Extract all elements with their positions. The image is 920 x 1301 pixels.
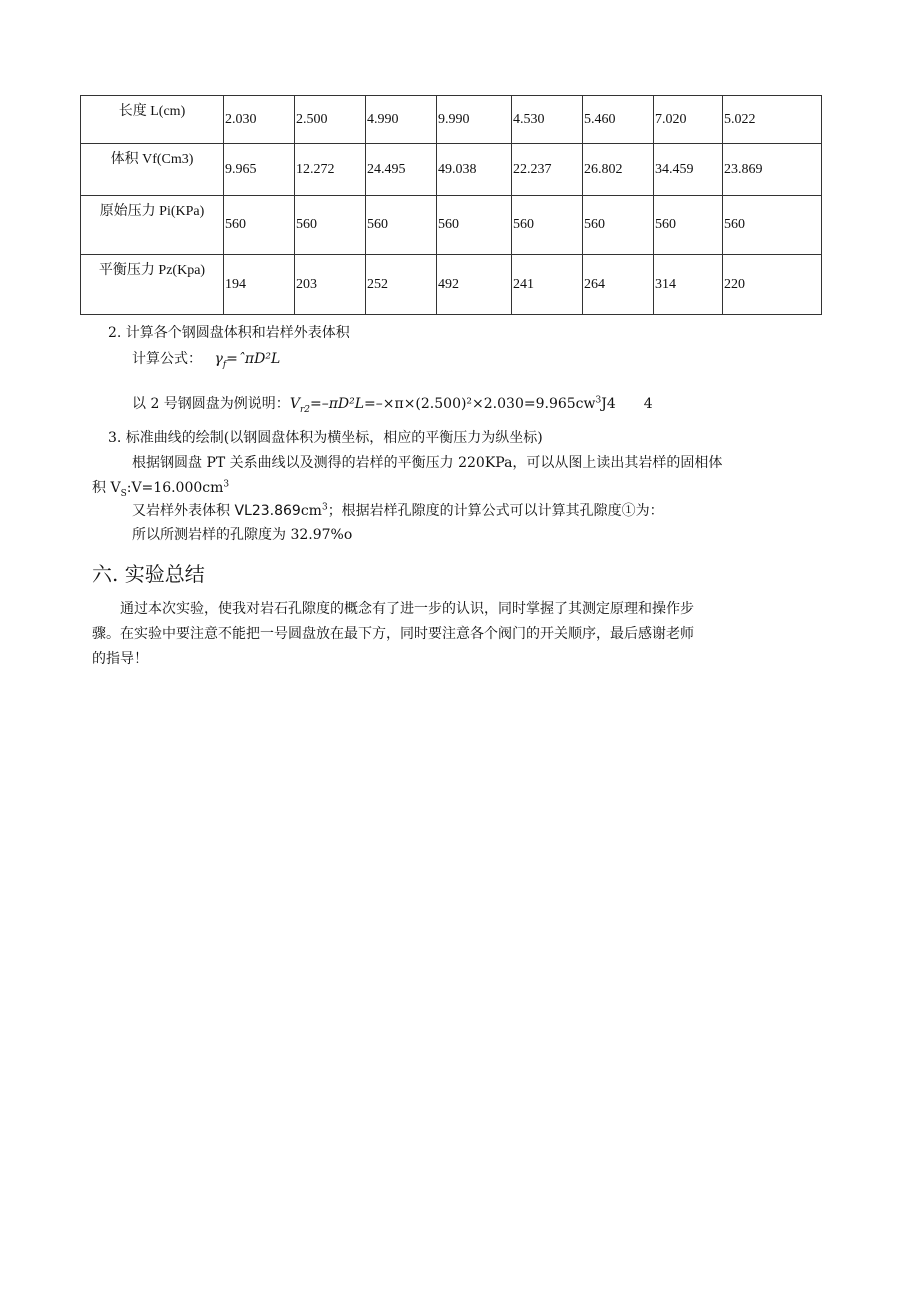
- formula-variable: γ: [214, 351, 223, 367]
- table-cell: [583, 144, 654, 196]
- cell-value: 560: [225, 217, 246, 232]
- cell-value: 241: [513, 277, 534, 292]
- cell-value: 560: [438, 217, 459, 232]
- cell-value: 2.500: [296, 112, 328, 127]
- cell-value: 49.038: [438, 162, 477, 177]
- cell-value: 264: [584, 277, 605, 292]
- bulk-volume-label: 又岩样外表体积: [132, 503, 235, 519]
- table-cell: [583, 255, 654, 315]
- cell-value: 12.272: [296, 162, 335, 177]
- cell-value: 560: [367, 217, 388, 232]
- cell-value: 314: [655, 277, 676, 292]
- row-label: 平衡压力 Pz(Kpa): [81, 255, 224, 315]
- bulk-volume-superscript: 3: [321, 502, 328, 513]
- measurement-table: [80, 95, 822, 315]
- cell-value: 22.237: [513, 162, 552, 177]
- example-superscript: 3: [595, 395, 602, 406]
- bulk-volume-value: VL23.869: [234, 503, 301, 519]
- summary-line1: 通过本次实验，使我对岩石孔隙度的概念有了进一步的认识，同时掌握了其测定原理和操作步: [120, 601, 694, 617]
- cell-value: 560: [296, 217, 317, 232]
- row-label: 长度 L(cm): [81, 96, 224, 144]
- table-cell: [366, 96, 437, 144]
- table-cell: [512, 255, 583, 315]
- porosity-formula-text: ；根据岩样孔隙度的计算公式可以计算其孔隙度①为：: [327, 503, 664, 519]
- step3-line2: [92, 477, 229, 497]
- cell-value: 4.990: [367, 112, 399, 127]
- table-cell: [654, 196, 723, 255]
- cell-value: 560: [655, 217, 676, 232]
- step3-title: 3. 标准曲线的绘制(以钢圆盘体积为横坐标，相应的平衡压力为纵坐标): [108, 430, 543, 446]
- solid-volume-label: 积 V: [92, 480, 121, 496]
- step3-line1: 根据钢圆盘 PT 关系曲线以及测得的岩样的平衡压力 220KPa，可以从图上读出其岩样的固相体: [132, 455, 723, 471]
- row-label: 体积 Vf(Cm3): [81, 144, 224, 196]
- formula-line: [132, 348, 280, 368]
- formula-subscript: f: [222, 359, 227, 370]
- cell-value: 9.990: [438, 112, 470, 127]
- solid-volume-subscript: S: [120, 488, 127, 499]
- table-cell: [512, 96, 583, 144]
- cell-value: 252: [367, 277, 388, 292]
- table-cell: [366, 255, 437, 315]
- cell-value: 34.459: [655, 162, 694, 177]
- cell-value: 24.495: [367, 162, 406, 177]
- table-cell: [723, 255, 822, 315]
- table-cell: [583, 96, 654, 144]
- measurement-table-body: [81, 96, 822, 315]
- table-row: [81, 144, 822, 196]
- cell-value: 560: [724, 217, 745, 232]
- summary-line3: 的指导！: [92, 651, 148, 667]
- table-cell: [654, 144, 723, 196]
- example-symbolic: =–πD²L=–×: [309, 396, 395, 412]
- table-cell: [654, 255, 723, 315]
- step3-line3: [132, 500, 664, 520]
- summary-paragraph: [92, 597, 812, 672]
- table-cell: [723, 96, 822, 144]
- cell-value: 492: [438, 277, 459, 292]
- cell-value: 5.460: [584, 112, 616, 127]
- table-cell: [512, 144, 583, 196]
- table-cell: [437, 144, 512, 196]
- example-variable: V: [289, 396, 300, 412]
- table-cell: [224, 255, 295, 315]
- bulk-volume-unit: cm: [300, 503, 322, 519]
- example-calculation: π×(2.500)²×2.030=9.965cw: [394, 396, 596, 412]
- summary-line2: 骤。在实验中要注意不能把一号圆盘放在最下方，同时要注意各个阀门的开关顺序，最后感谢老师: [92, 626, 694, 642]
- solid-volume-superscript: 3: [223, 479, 230, 490]
- cell-value: 220: [724, 277, 745, 292]
- table-cell: [437, 196, 512, 255]
- table-cell: [224, 144, 295, 196]
- cell-value: 560: [584, 217, 605, 232]
- cell-value: 560: [513, 217, 534, 232]
- table-cell: [295, 196, 366, 255]
- formula-label: 计算公式：: [132, 351, 202, 367]
- table-cell: [723, 144, 822, 196]
- table-cell: [224, 96, 295, 144]
- table-row: [81, 96, 822, 144]
- table-cell: [512, 196, 583, 255]
- example-tail: J4: [601, 396, 616, 412]
- table-row: [81, 196, 822, 255]
- formula-expression: =ˆπD²L: [226, 351, 281, 367]
- solid-volume-value: :V=16.000cm: [126, 480, 224, 496]
- table-cell: [654, 96, 723, 144]
- example-end: 4: [643, 396, 653, 412]
- cell-value: 2.030: [225, 112, 257, 127]
- table-cell: [295, 144, 366, 196]
- example-label: 以 2 号钢圆盘为例说明：: [132, 396, 290, 412]
- cell-value: 7.020: [655, 112, 687, 127]
- example-line: [132, 393, 653, 413]
- cell-value: 9.965: [225, 162, 257, 177]
- cell-value: 4.530: [513, 112, 545, 127]
- table-cell: [295, 255, 366, 315]
- table-cell: [583, 196, 654, 255]
- table-cell: [723, 196, 822, 255]
- cell-value: 23.869: [724, 162, 763, 177]
- row-label: 原始压力 Pi(KPa): [81, 196, 224, 255]
- step2-title: 2. 计算各个钢圆盘体积和岩样外表体积: [108, 325, 350, 341]
- table-cell: [366, 144, 437, 196]
- section6-heading: 六. 实验总结: [92, 562, 205, 586]
- table-row: [81, 255, 822, 315]
- cell-value: 5.022: [724, 112, 756, 127]
- table-cell: [366, 196, 437, 255]
- example-subscript: r2: [299, 404, 310, 415]
- table-cell: [437, 96, 512, 144]
- cell-value: 194: [225, 277, 246, 292]
- cell-value: 26.802: [584, 162, 623, 177]
- cell-value: 203: [296, 277, 317, 292]
- table-cell: [437, 255, 512, 315]
- step3-line4: 所以所测岩样的孔隙度为 32.97%o: [132, 527, 353, 543]
- table-cell: [224, 196, 295, 255]
- table-cell: [295, 96, 366, 144]
